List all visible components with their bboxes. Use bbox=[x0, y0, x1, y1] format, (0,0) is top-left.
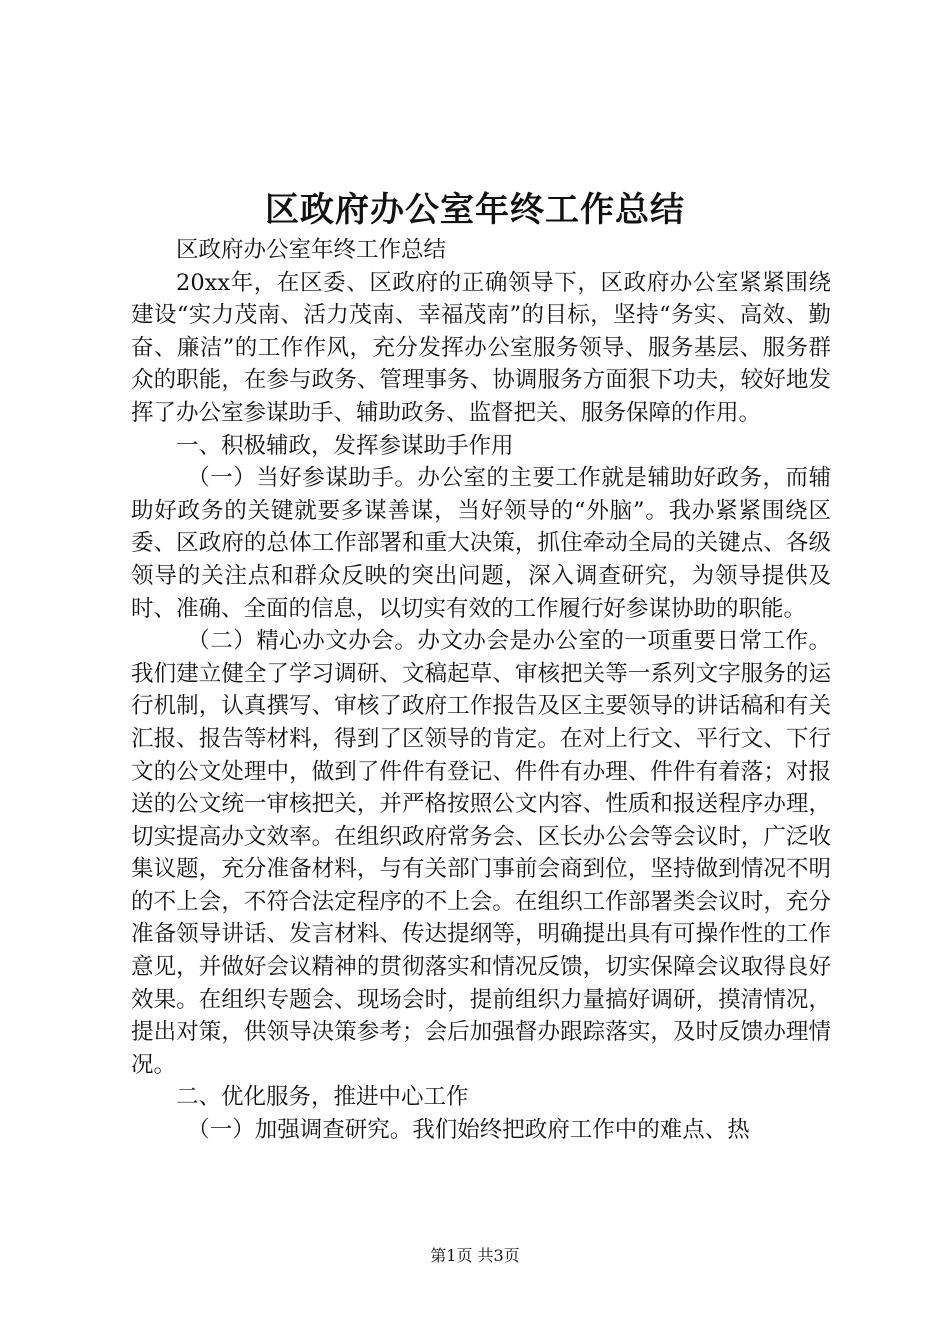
section-heading-2: 二、优化服务，推进中心工作 bbox=[176, 1084, 469, 1111]
paragraph-2-1: （一）加强调查研究。我们始终把政府工作中的难点、热 bbox=[187, 1117, 750, 1144]
section-heading-1: 一、积极辅政，发挥参谋助手作用 bbox=[176, 432, 514, 459]
document-body bbox=[131, 234, 831, 1147]
page-number-footer: 第1页 共3页 bbox=[430, 1246, 520, 1265]
document-title: 区政府办公室年终工作总结 bbox=[265, 190, 685, 230]
paragraph-1-2: （二）精心办文办会。办文办会是办公室的一项重要日常工作。我们建立健全了学习调研、文稿起草、审核把关等一系列文字服务的运行机制，认真撰写、审核了政府工作报告及区主要领导的讲话稿和有关汇报、报告等材料，得到了区领导的肯定。在对上行文、平行文、下行文的公文处理中，做到了件件有登记、件件有办理、件件有着落；对报送的公文统一审核把关，并严格按照公文内容、性质和报送程序办理，切实提高办文效率。在组织政府常务会、区长办公会等会议时，广泛收集议题，充分准备材料，与有关部门事前会商到位，坚持做到情况不明的不上会，不符合法定程序的不上会。在组织工作部署类会议时，充分准备领导讲话、发言材料、传达提纲等，明确提出具有可操作性的工作意见，并做好会议精神的贯彻落实和情况反馈，切实保障会议取得良好效果。在组织专题会、现场会时，提前组织力量搞好调研，摸清情况，提出对策，供领导决策参考；会后加强督办跟踪落实，及时反馈办理情况。 bbox=[131, 628, 831, 1078]
paragraph-subtitle: 区政府办公室年终工作总结 bbox=[176, 237, 447, 263]
paragraph-intro: 20xx年，在区委、区政府的正确领导下，区政府办公室紧紧围绕建设“实力茂南、活力茂南、幸福茂南”的目标，坚持“务实、高效、勤奋、廉洁”的工作作风，充分发挥办公室服务领导、服务基层、服务群众的职能，在参与政务、管理事务、协调服务方面狠下功夫，较好地发挥了办公室参谋助手、辅助政务、监督把关、服务保障的作用。 bbox=[131, 269, 831, 426]
paragraph-1-1: （一）当好参谋助手。办公室的主要工作就是辅助好政务，而辅助好政务的关键就要多谋善谋，当好领导的“外脑”。我办紧紧围绕区委、区政府的总体工作部署和重大决策，抓住牵动全局的关键点、各级领导的关注点和群众反映的突出问题，深入调查研究，为领导提供及时、准确、全面的信息，以切实有效的工作履行好参谋协助的职能。 bbox=[131, 465, 831, 622]
